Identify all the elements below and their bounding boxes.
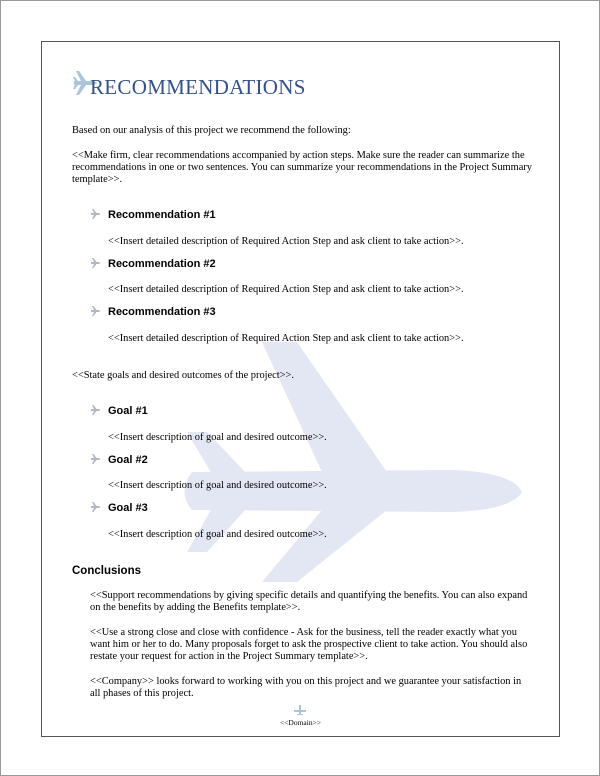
goal-heading-label: Goal #2 [108,454,148,466]
goal-heading-label: Goal #1 [108,405,148,417]
goal-heading-label: Goal #3 [108,502,148,514]
goal-description: <<Insert description of goal and desired outcome>>. [108,432,327,443]
airplane-footer-icon [293,704,307,716]
goal-heading [108,502,148,514]
airplane-bullet-icon [90,405,102,415]
recommendation-heading [108,258,216,270]
recommendation-description: <<Insert detailed description of Required Action Step and ask client to take action>>. [108,333,464,344]
airplane-bullet-icon [90,209,102,219]
goal-heading [108,405,148,417]
conclusion-paragraph: <<Use a strong close and close with confidence - Ask for the business, tell the reader exactly what you want him or her to do. Many proposals forget to ask the prospective client to take action. You should also restate your request for action in the Project Summary template>>. [90,627,528,663]
conclusion-paragraph: <<Support recommendations by giving specific details and quantifying the benefits. You can also expand on the benefits by adding the Benefits template>>. [90,590,528,614]
recommendation-description: <<Insert detailed description of Required Action Step and ask client to take action>>. [108,284,464,295]
recommendation-heading-label: Recommendation #1 [108,209,216,221]
goal-description: <<Insert description of goal and desired outcome>>. [108,529,327,540]
footer-domain: <<Domain>> [279,718,322,727]
recommendation-heading [108,306,216,318]
goal-description: <<Insert description of goal and desired outcome>>. [108,480,327,491]
airplane-bullet-icon [90,454,102,464]
airplane-bullet-icon [90,258,102,268]
document-page [41,41,560,737]
conclusion-paragraph: <<Company>> looks forward to working with you on this project and we guarantee your satisfaction in all phases of this project. [90,676,522,700]
page-title: RECOMMENDATIONS [90,75,306,99]
recommendation-description: <<Insert detailed description of Required Action Step and ask client to take action>>. [108,236,464,247]
airplane-bullet-icon [90,306,102,316]
intro-text: Based on our analysis of this project we recommend the following: [72,125,351,136]
recommendation-heading-label: Recommendation #2 [108,258,216,270]
instructions-text: <<Make firm, clear recommendations accompanied by action steps. Make sure the reader can summarize the recommendations in one or two sentences. You can summarize your recommendations in the Project Summary template>>. [72,150,532,186]
airplane-bullet-icon [90,502,102,512]
recommendation-heading-label: Recommendation #3 [108,306,216,318]
goals-intro-text: <<State goals and desired outcomes of the project>>. [72,370,294,381]
conclusions-heading: Conclusions [72,565,142,577]
recommendation-heading [108,209,216,221]
goal-heading [108,454,148,466]
